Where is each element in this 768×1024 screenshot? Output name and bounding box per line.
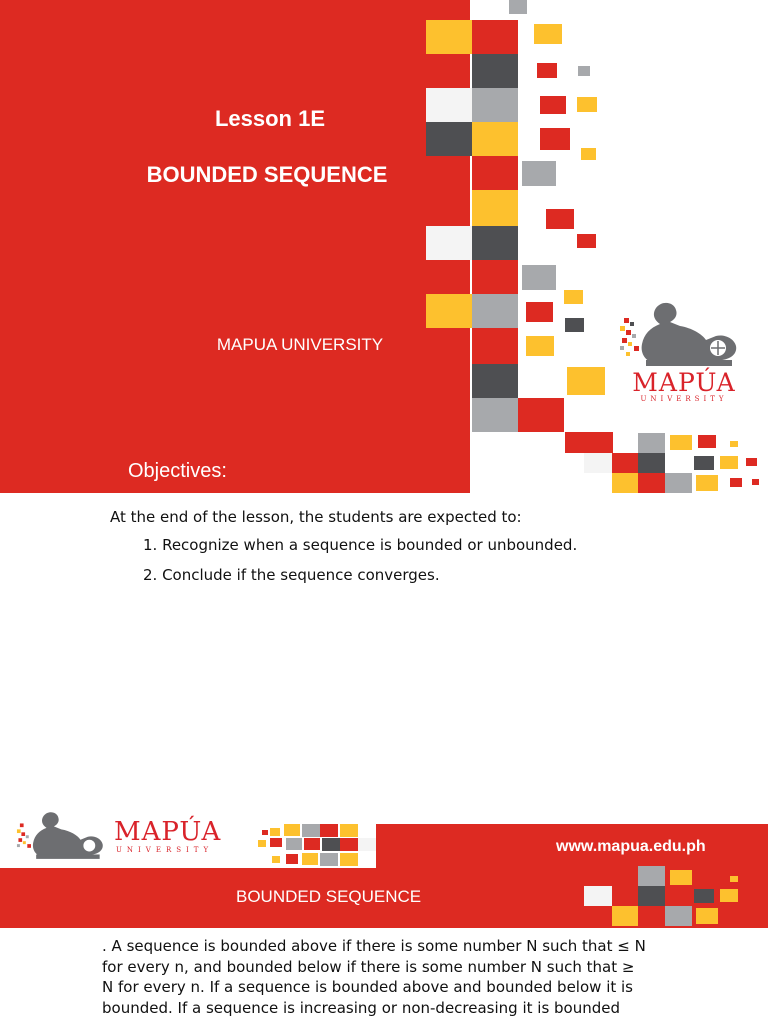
header-logo-wordmark: MAPÚA (114, 817, 222, 847)
mapua-logo (616, 300, 746, 408)
title-slide (0, 0, 768, 493)
objectives-intro: At the end of the lesson, the students are expected to: (110, 508, 522, 526)
definition-line-2: for every n, and bounded below if there is some number N such that ≥ (102, 957, 635, 976)
objective-item-2: 2. Conclude if the sequence converges. (143, 566, 440, 584)
header-logo-subtitle: UNIVERSITY (116, 846, 214, 854)
logo-subtitle: UNIVERSITY (640, 395, 728, 403)
lesson-title: BOUNDED SEQUENCE (146, 162, 388, 187)
definition-line-3: N for every n. If a sequence is bounded above and bounded below it is (102, 978, 633, 996)
content-slide-header (0, 800, 768, 928)
definition-paragraph (102, 936, 742, 1018)
definition-line-4: bounded. If a sequence is increasing or non-decreasing it is bounded (102, 998, 621, 1017)
lesson-number: Lesson 1E (214, 106, 326, 131)
logo-figure-icon (616, 300, 746, 370)
definition-line-1: . A sequence is bounded above if there is some number N such that ≤ N (102, 937, 646, 955)
objectives-heading: Objectives: (128, 460, 227, 482)
header-logo-figure-icon (14, 808, 110, 864)
website-link[interactable]: www.mapua.edu.ph (556, 838, 706, 855)
content-slide-title: BOUNDED SEQUENCE (236, 887, 422, 906)
header-mapua-logo (14, 808, 238, 866)
objective-item-1: 1. Recognize when a sequence is bounded or unbounded. (143, 536, 578, 554)
university-name: MAPUA UNIVERSITY (216, 335, 384, 354)
logo-wordmark: MAPÚA (632, 368, 736, 397)
